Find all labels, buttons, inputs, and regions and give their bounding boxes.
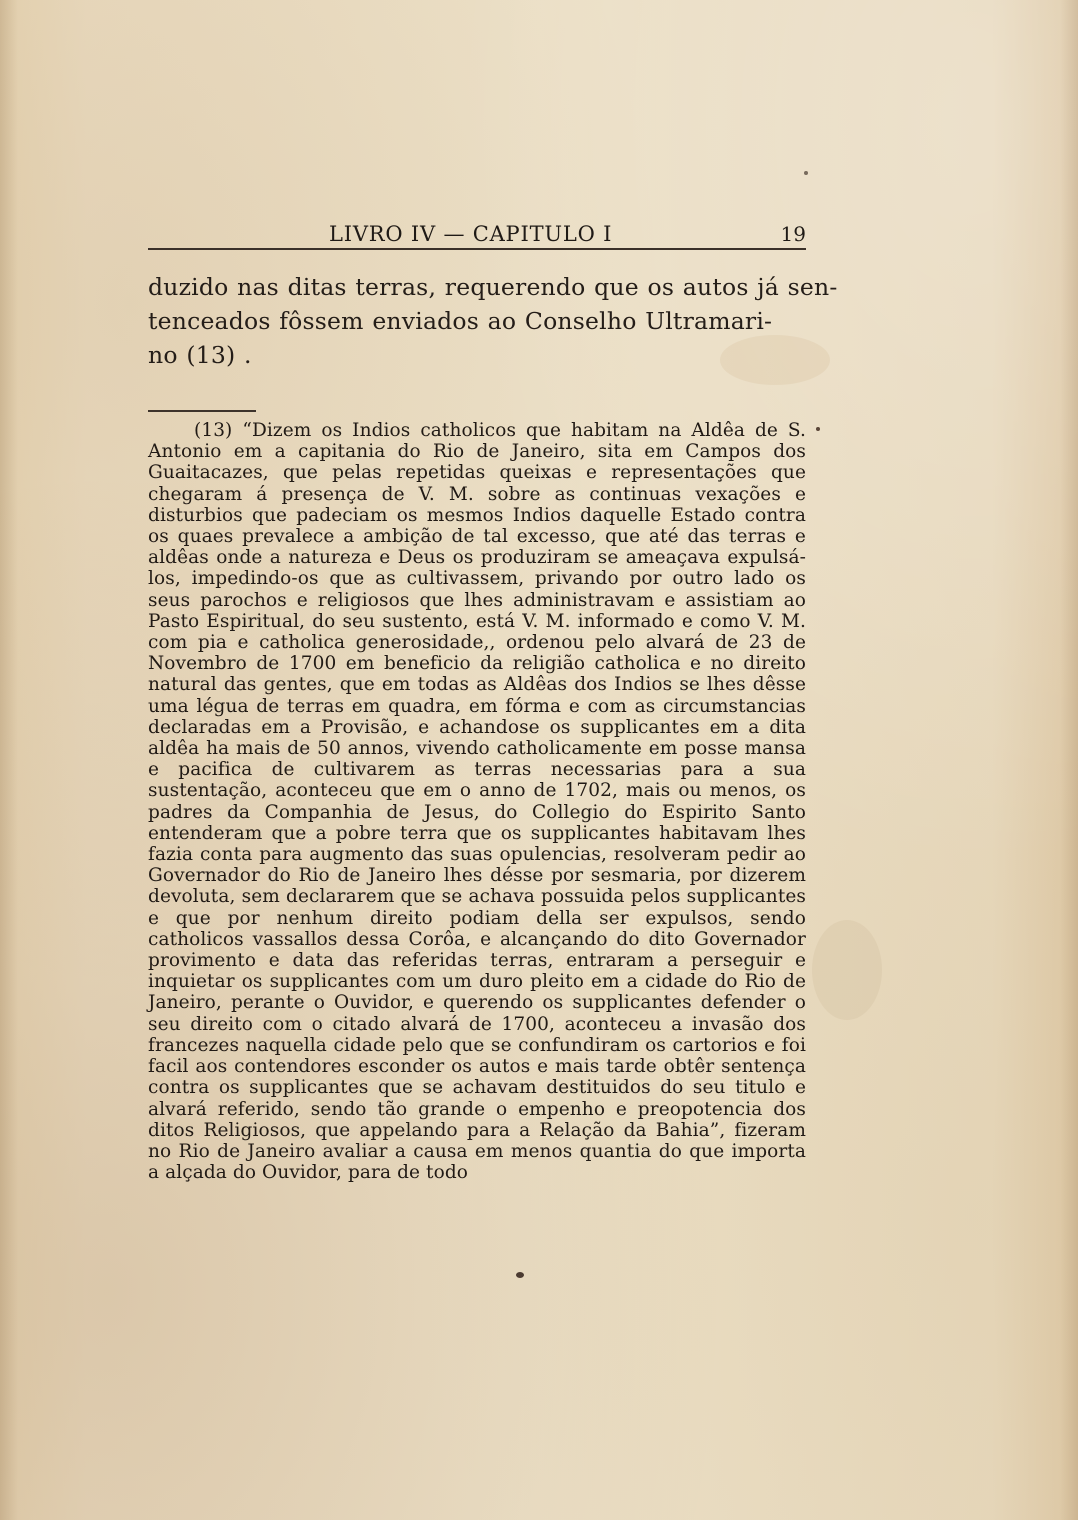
page-right-edge-shadow (1060, 0, 1078, 1520)
main-text-line: duzido nas ditas terras, requerendo que os autos já sen- (148, 273, 838, 301)
page-left-edge-shadow (0, 0, 18, 1520)
footnote-number: (13) (194, 420, 233, 441)
page-number: 19 (780, 222, 806, 246)
ink-speck (516, 1272, 524, 1278)
running-header (148, 222, 806, 250)
main-text-line: no (13) . (148, 341, 252, 369)
ink-speck (816, 427, 820, 431)
header-title: LIVRO IV — CAPITULO I (329, 222, 613, 246)
paper-stain (812, 920, 882, 1020)
footnote-text: “Dizem os Indios catholicos que habitam na Aldêa de S. Antonio em a capitania do Rio de Janeiro, sita em Campos dos Guaitacazes, que pelas repetidas queixas e representações que chegaram á presença de V. M. sobre as continuas vexações e disturbios que padeciam os mesmos Indios daquelle Estado contra os quaes prevalece a ambição de tal excesso, que até das terras e aldêas onde a natureza e Deus os produziram se ameaçava expulsá-los, impedindo-os que as cultivassem, privando por outro lado os seus parochos e religiosos que lhes administravam e assistiam ao Pasto Espiritual, do seu sustento, está V. M. informado e como V. M. com pia e catholica generosidade,, ordenou pelo alvará de 23 de Novembro de 1700 em beneficio da religião catholica e no direito natural das gentes, que em todas as Aldêas dos Indios se lhes dêsse uma légua de terras em quadra, em fórma e com as circumstancias declaradas em a Provisão, e achandose os supplicantes em a dita aldêa ha mais de 50 annos, vivendo catholicamente em posse mansa e pacifica de cultivarem as terras necessarias para a sua sustentação, aconteceu que em o anno de 1702, mais ou menos, os padres da Companhia de Jesus, do Collegio do Espirito Santo entenderam que a pobre terra que os supplicantes habitavam lhes fazia conta para augmento das suas opulencias, resolveram pedir ao Governador do Rio de Janeiro lhes désse por sesmaria, por dizerem devoluta, sem declararem que se achava possuida pelos supplicantes e que por nenhum direito podiam della ser expulsos, sendo catholicos vassallos dessa Corôa, e alcançando do dito Governador provimento e data das referidas terras, entraram a perseguir e inquietar os supplicantes com um duro pleito em a cidade do Rio de Janeiro, perante o Ouvidor, e querendo os supplicantes defender o seu direito com o citado alvará de 1700, aconteceu a invasão dos francezes naquella cidade pelo que se confundiram os cartorios e foi facil aos contendores esconder os autos e mais tarde obtêr sentença contra os supplicantes que se achavam destituidos do seu titulo e alvará referido, sendo tão grande o empenho e preopotencia dos ditos Religiosos, que appelando para a Relação da Bahia”, fizeram no Rio de Janeiro avaliar a causa em menos quantia do que importa a alçada do Ouvidor, para de todo (148, 420, 806, 1184)
footnote-separator (148, 410, 256, 412)
main-paragraph (148, 270, 838, 372)
ink-speck (804, 171, 808, 175)
footnote (148, 420, 806, 1183)
main-text-line: tenceados fôssem enviados ao Conselho Ultramari- (148, 307, 773, 335)
